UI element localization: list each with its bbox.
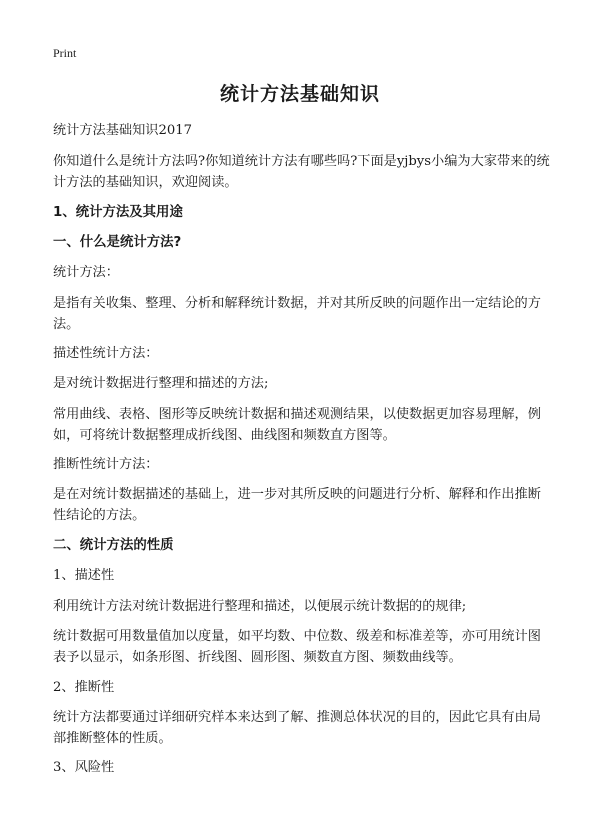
property-1-text-2: 统计数据可用数量值加以度量，如平均数、中位数、级差和标准差等，亦可用统计图表予以显示，如条形图、折线图、圆形图、频数直方图、频数曲线等。 (53, 629, 541, 665)
property-1-label: 1、描述性 (53, 568, 115, 583)
subsection-2-heading: 二、统计方法的性质 (53, 538, 174, 553)
inferential-method-definition: 是在对统计数据描述的基础上，进一步对其所反映的问题进行分析、解释和作出推断性结论的方法。 (53, 487, 541, 523)
intro-paragraph: 你知道什么是统计方法吗?你知道统计方法有哪些吗?下面是yjbys小编为大家带来的统计方法的基础知识，欢迎阅读。 (53, 154, 550, 190)
property-2-label: 2、推断性 (53, 680, 115, 695)
label-descriptive-method: 描述性统计方法： (53, 346, 159, 361)
section-1-heading: 1、统计方法及其用途 (53, 205, 183, 220)
document-title: 统计方法基础知识 (219, 83, 380, 105)
statistical-method-definition: 是指有关收集、整理、分析和解释统计数据，并对其所反映的问题作出一定结论的方法。 (53, 296, 541, 332)
property-2-text: 统计方法都要通过详细研究样本来达到了解、推测总体状况的目的，因此它具有由局部推断整体的性质。 (53, 710, 541, 746)
print-link[interactable]: Print (53, 46, 77, 60)
intro-line: 统计方法基础知识2017 (53, 123, 193, 138)
descriptive-method-examples: 常用曲线、表格、图形等反映统计数据和描述观测结果，以使数据更加容易理解，例如，可将统计数据整理成折线图、曲线图和频数直方图等。 (53, 407, 541, 443)
label-statistical-method: 统计方法： (53, 265, 119, 280)
label-inferential-method: 推断性统计方法： (53, 457, 159, 472)
descriptive-method-definition: 是对统计数据进行整理和描述的方法; (53, 376, 269, 391)
property-1-text-1: 利用统计方法对统计数据进行整理和描述，以便展示统计数据的的规律; (53, 599, 467, 614)
subsection-1-heading: 一、什么是统计方法? (53, 235, 182, 250)
property-3-label: 3、风险性 (53, 760, 115, 775)
